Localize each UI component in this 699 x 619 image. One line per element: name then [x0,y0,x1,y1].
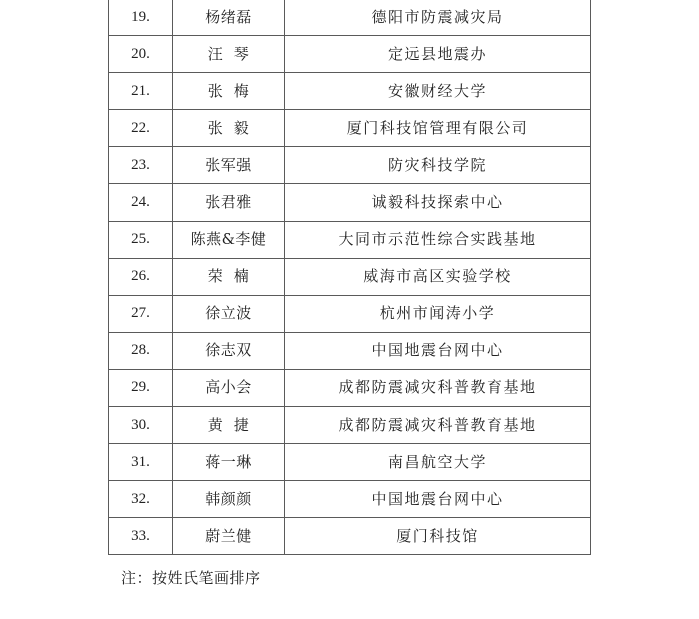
table-row [109,36,591,73]
organization: 中国地震台网中心 [285,332,591,369]
organization: 诚毅科技探索中心 [285,184,591,221]
organization: 定远县地震办 [285,36,591,73]
table-row [109,407,591,444]
person-name: 荣 楠 [173,258,285,295]
organization: 南昌航空大学 [285,444,591,481]
row-number: 22. [109,110,173,147]
person-name: 张 梅 [173,73,285,110]
organization: 厦门科技馆 [285,518,591,555]
person-name: 汪 琴 [173,36,285,73]
organization: 杭州市闻涛小学 [285,295,591,332]
row-number: 30. [109,407,173,444]
name-list-table [108,0,591,555]
table-row [109,332,591,369]
person-name: 张军强 [173,147,285,184]
table-row [109,481,591,518]
organization: 安徽财经大学 [285,73,591,110]
person-name: 高小会 [173,369,285,406]
organization: 厦门科技馆管理有限公司 [285,110,591,147]
person-name: 徐志双 [173,332,285,369]
row-number: 25. [109,221,173,258]
row-number: 31. [109,444,173,481]
row-number: 32. [109,481,173,518]
table-row [109,444,591,481]
person-name: 张 毅 [173,110,285,147]
table-row [109,258,591,295]
table-row [109,184,591,221]
row-number: 21. [109,73,173,110]
person-name: 黄 捷 [173,407,285,444]
person-name: 徐立波 [173,295,285,332]
person-name: 蒋一琳 [173,444,285,481]
person-name: 张君雅 [173,184,285,221]
row-number: 20. [109,36,173,73]
table-row [109,110,591,147]
row-number: 29. [109,369,173,406]
table-row [109,295,591,332]
organization: 德阳市防震减灾局 [285,0,591,36]
sorting-note: 注：按姓氏笔画排序 [121,569,261,587]
table-row [109,369,591,406]
organization: 成都防震减灾科普教育基地 [285,369,591,406]
person-name: 陈燕&李健 [173,221,285,258]
row-number: 19. [109,0,173,36]
organization: 大同市示范性综合实践基地 [285,221,591,258]
row-number: 27. [109,295,173,332]
organization: 成都防震减灾科普教育基地 [285,407,591,444]
table-row [109,518,591,555]
table-row [109,0,591,36]
row-number: 23. [109,147,173,184]
table-row [109,147,591,184]
organization: 中国地震台网中心 [285,481,591,518]
person-name: 蔚兰健 [173,518,285,555]
row-number: 33. [109,518,173,555]
row-number: 24. [109,184,173,221]
row-number: 26. [109,258,173,295]
organization: 防灾科技学院 [285,147,591,184]
person-name: 韩颜颜 [173,481,285,518]
table-row [109,221,591,258]
organization: 威海市高区实验学校 [285,258,591,295]
person-name: 杨绪磊 [173,0,285,36]
row-number: 28. [109,332,173,369]
table-row [109,73,591,110]
